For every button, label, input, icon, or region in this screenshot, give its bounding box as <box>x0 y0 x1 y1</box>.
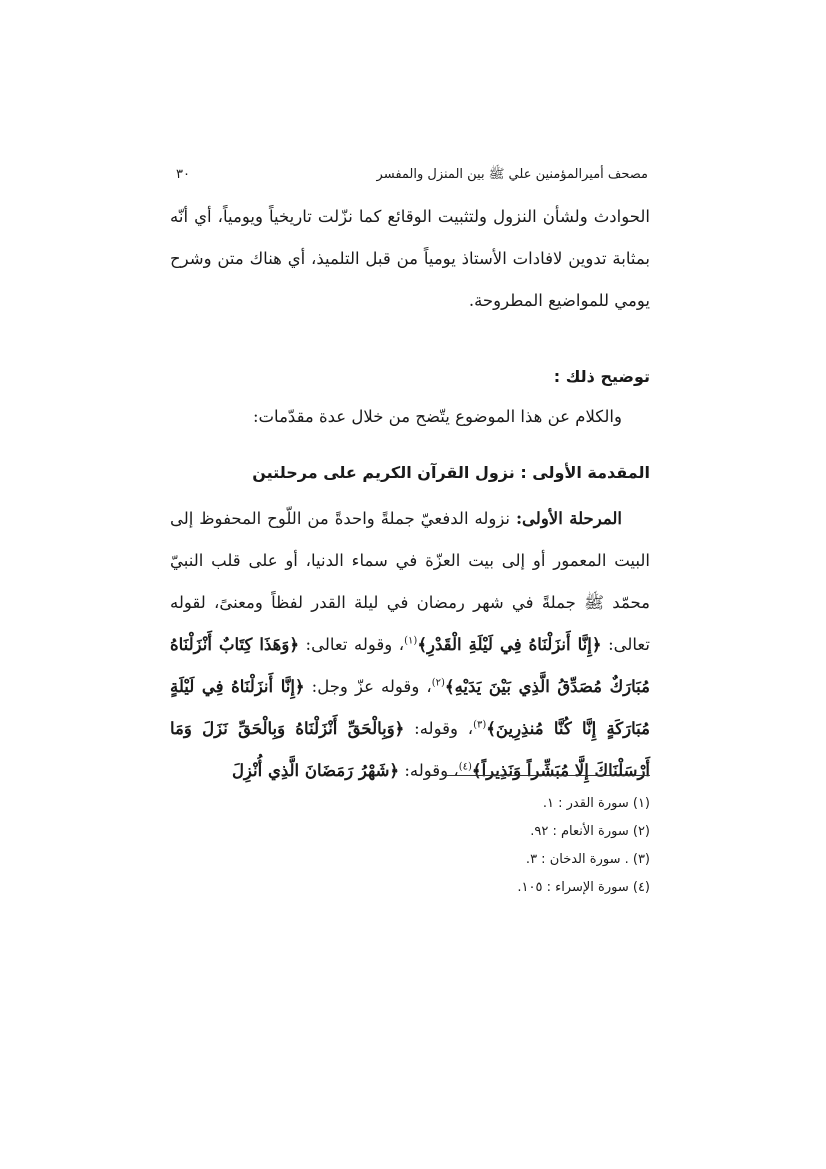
first-stage-paragraph <box>170 498 650 792</box>
quran-verse: ﴿شَهْرُ رَمَضَانَ الَّذِي أُنْزِلَ <box>231 761 400 780</box>
intro-line-3: يومي للمواضيع المطروحة. <box>468 291 650 310</box>
body-text: ، وقوله: <box>404 719 474 738</box>
page-body <box>170 196 650 792</box>
first-stage-label: المرحلة الأولى: <box>515 509 623 528</box>
page-header <box>176 166 648 185</box>
first-premise-heading: المقدمة الأولى : نزول القرآن الكريم على مرحلتين <box>252 463 650 482</box>
footnote-separator <box>444 775 650 776</box>
footnote-3: (٣) . سورة الدخان : ٣. <box>525 852 650 867</box>
footnote-ref: (١) <box>404 635 418 647</box>
quran-verse: ﴿وَبِالْحَقِّ أَنْزَلْنَاهُ وَبِالْحَقِّ نَزَلَ وَمَا أَرْسَلْنَاكَ إِلَّا مُبَشِّراً وَنَذِيراً﴾ <box>170 719 650 780</box>
footnote-1: (١) سورة القدر : ١. <box>542 796 650 811</box>
footnote-4: (٤) سورة الإسراء : ١٠٥. <box>517 880 650 895</box>
page-number: ٣٠ <box>176 167 190 182</box>
quran-verse: ﴿إِنَّا أَنزَلْنَاهُ فِي لَيْلَةِ الْقَدْرِ﴾ <box>417 635 602 654</box>
running-title: مصحف أميرالمؤمنين علي ﷺ بين المنزل والمفسر <box>376 167 648 182</box>
clarify-paragraph: والكلام عن هذا الموضوع يتّضح من خلال عدة مقدّمات: <box>252 407 622 426</box>
intro-paragraph <box>170 196 650 322</box>
footnotes <box>350 790 650 902</box>
footnote-ref: (٤) <box>458 761 472 773</box>
quran-verse: ﴿إِنَّا أَنزَلْنَاهُ فِي لَيْلَةٍ مُبَارَكَةٍ إِنَّا كُنَّا مُنذِرِينَ﴾ <box>170 677 650 738</box>
footnote-2: (٢) سورة الأنعام : ٩٢. <box>530 824 650 839</box>
footnote-ref: (٣) <box>473 719 487 731</box>
body-text: ، وقوله عزّ وجل: <box>304 677 432 696</box>
intro-line-2: بمثابة تدوين لافادات الأستاذ يومياً من قبل التلميذ، أي هناك متن وشرح <box>170 249 650 268</box>
body-text: نزوله الدفعيّ جملةً واحدةً من اللّوح المحفوظ إلى البيت المعمور أو إلى بيت العزّة في سماء الدنيا، أو على قلب النبيّ محمّد ﷺ جملةً في شهر رمضان في ليلة القدر لفظاً ومعنىً، لقوله تعالى: <box>170 509 650 654</box>
body-text: ، وقوله تعالى: <box>299 635 405 654</box>
quran-verse: ﴿وَهَذَا كِتَابٌ أَنْزَلْنَاهُ مُبَارَكٌ مُصَدِّقُ الَّذِي بَيْنَ يَدَيْهِ﴾ <box>170 635 650 696</box>
footnote-ref: (٢) <box>431 677 445 689</box>
intro-line-1: الحوادث ولشأن النزول ولتثبيت الوقائع كما نزّلت تاريخياً ويومياً، أي أنّه <box>170 207 650 226</box>
body-text: ، وقوله: <box>399 761 459 780</box>
clarify-heading: توضيح ذلك : <box>553 367 650 386</box>
